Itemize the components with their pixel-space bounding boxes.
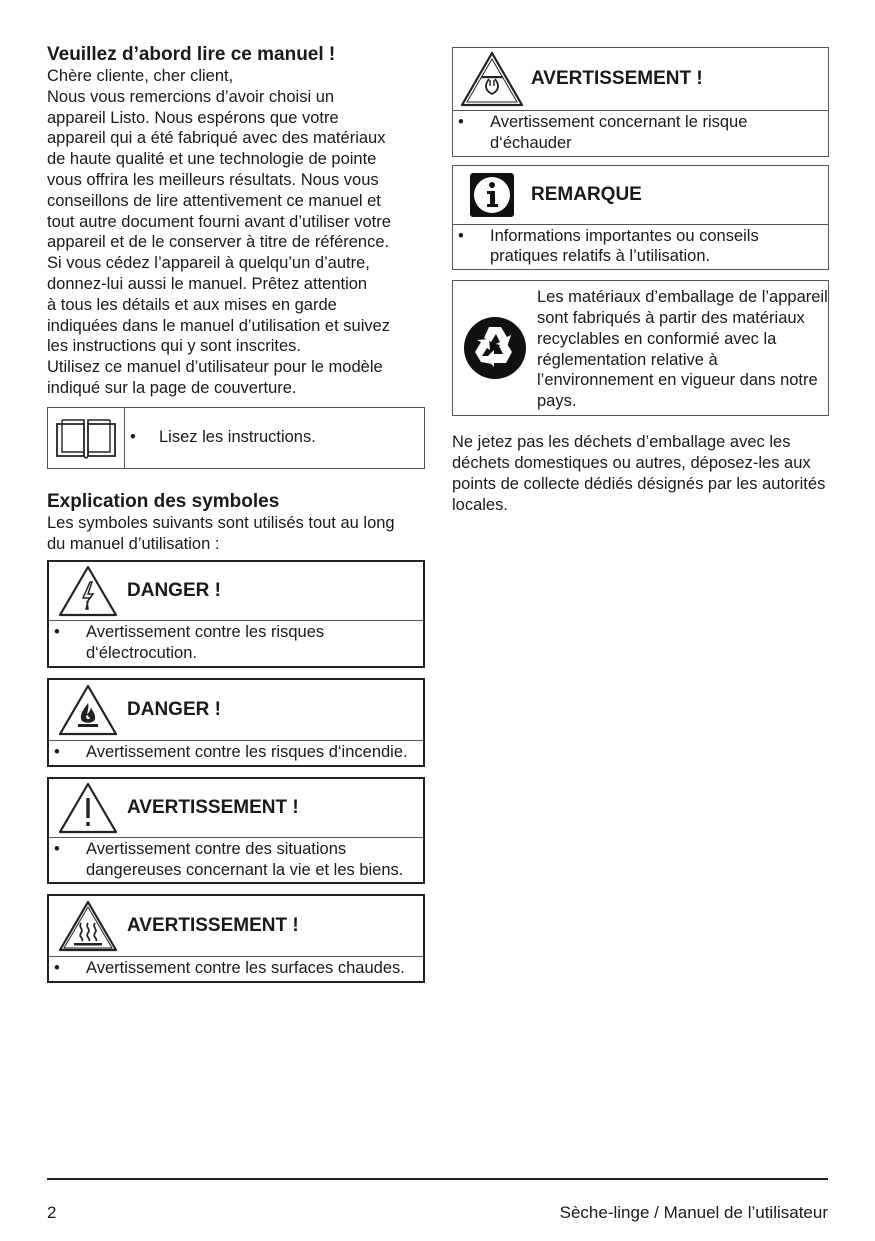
open-book-icon <box>48 408 125 468</box>
left-column <box>47 44 425 983</box>
footer-divider <box>47 1178 828 1180</box>
right-column <box>452 47 829 515</box>
recycle-text: Les matériaux d’emballage de l’appareil sont fabriqués à partir des matériaux recyclables en conformié avec la réglementation relative à l’environnement en vigueur dans notre pays. <box>537 288 828 411</box>
scald-icon <box>453 48 531 110</box>
disposal-paragraph: Ne jetez pas les déchets d’emballage avec les déchets domestiques ou autres, déposez-les aux points de collecte dédiés désignés par les autorités locales. <box>452 433 826 514</box>
intro-title: Veuillez d’abord lire ce manuel ! <box>47 44 336 65</box>
recycle-box <box>452 280 829 416</box>
page-number: 2 <box>47 1203 57 1222</box>
symbols-title: Explication des symboles <box>47 490 280 512</box>
read-instructions-box: • Lisez les instructions. <box>47 407 425 469</box>
fire-icon <box>49 681 127 739</box>
warning-scald-box: AVERTISSEMENT ! • Avertissement concernant le risque d‘échauder <box>452 47 829 157</box>
warning-general-box: AVERTISSEMENT ! • Avertissement contre des situations dangereuses concernant la vie et les biens. <box>47 777 425 885</box>
read-instructions-text: Lisez les instructions. <box>159 428 316 447</box>
symbols-intro: Les symboles suivants sont utilisés tout au long du manuel d’utilisation : <box>47 513 395 553</box>
recycle-icon <box>453 281 537 415</box>
danger-fire-box: DANGER ! • Avertissement contre les risques d‘incendie. <box>47 678 425 767</box>
note-box: REMARQUE • Informations importantes ou conseils pratiques relatifs à l’utilisation. <box>452 165 829 271</box>
warning-exclamation-icon <box>49 779 127 837</box>
danger-electrocution-box: DANGER ! • Avertissement contre les risques d‘électrocution. <box>47 560 425 668</box>
footer-title: Sèche-linge / Manuel de l’utilisateur <box>559 1203 828 1222</box>
info-icon <box>453 166 531 224</box>
intro-paragraph: Chère cliente, cher client, Nous vous remercions d’avoir choisi un appareil Listo. Nous espérons que votre appareil qui a été fabriqué avec des matériaux de haute qualité et une technologie de pointe vous offrira les meilleurs résultats. Nous vous conseillons de lire attentivement ce manuel et tout autre document fourni avant d’utiliser votre appareil et de le conserver à titre de référence. Si vous cédez l’appareil à quelqu’un d’autre, donnez-lui aussi le manuel. Prêtez attention à tous les détails et aux mises en garde indiquées dans le manuel d’utilisation et suivez les instructions qui y sont inscrites. Utilisez ce manuel d’utilisateur pour le modèle indiqué sur la page de couverture. <box>47 67 391 397</box>
warning-hot-surface-box: AVERTISSEMENT ! • Avertissement contre les surfaces chaudes. <box>47 894 425 983</box>
hot-surface-icon <box>49 897 127 955</box>
electric-shock-icon <box>49 562 127 620</box>
